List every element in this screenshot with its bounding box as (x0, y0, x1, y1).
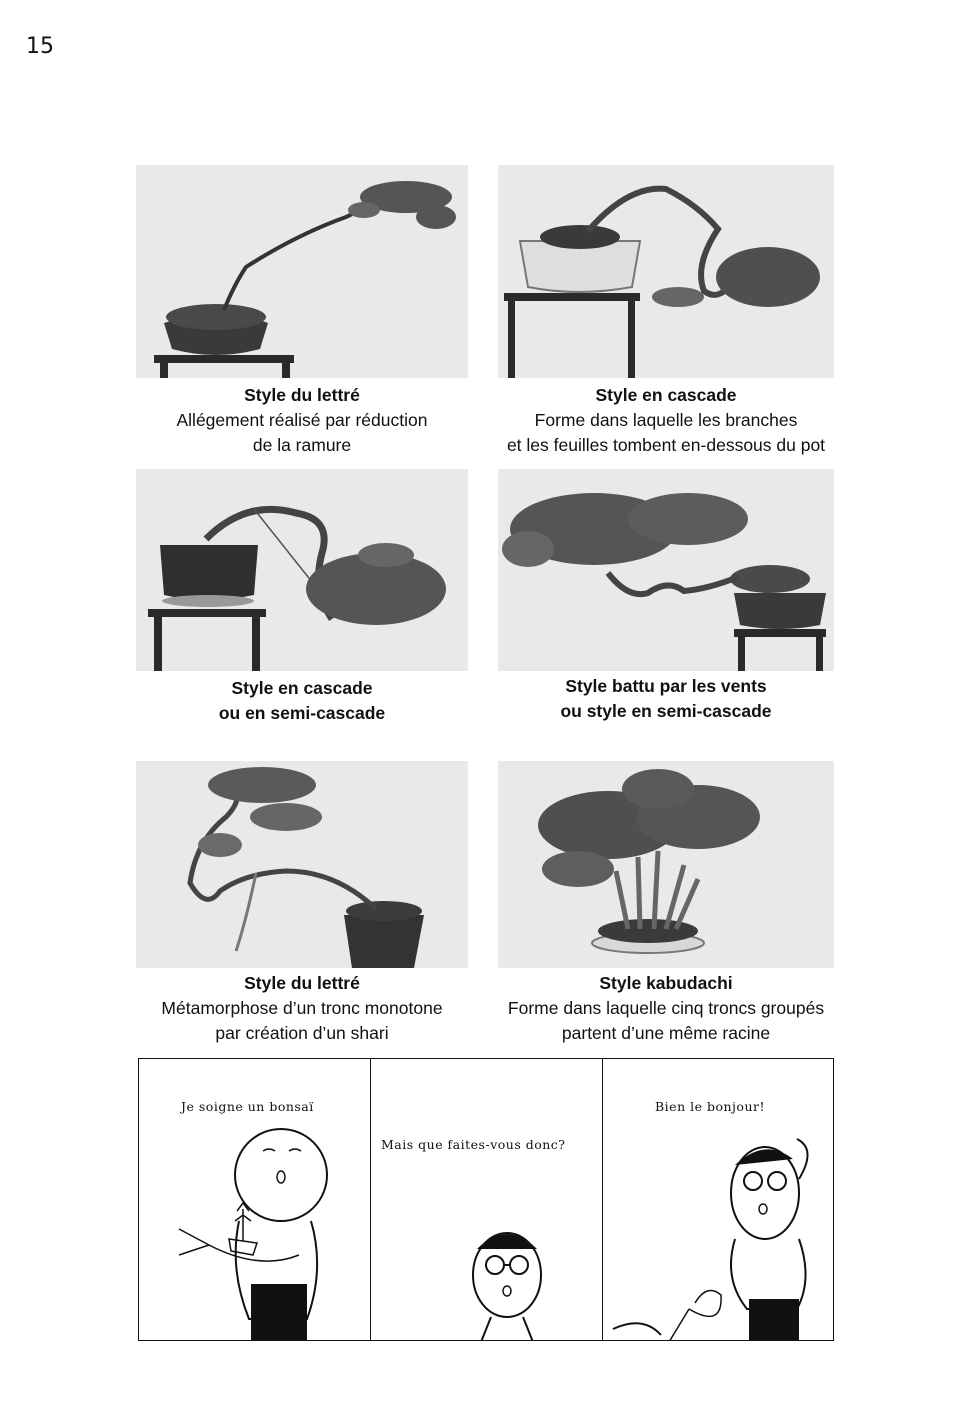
comic-panel-1 (139, 1059, 370, 1340)
comic-strip (138, 1058, 834, 1341)
bonsai-photo-semi-cascade (136, 469, 468, 671)
photo-caption: Style du lettré Métamorphose d’un tronc monotone par création d’un shari (161, 973, 443, 1043)
bonsai-photo-literati-1 (136, 165, 468, 378)
character-visitor-waving-illustration (603, 1059, 836, 1340)
comic-panel-3 (602, 1059, 836, 1340)
speech-text: Bien le bonjour! (655, 1099, 766, 1114)
photo-caption: Style en cascade ou en semi-cascade (218, 678, 386, 723)
character-visitor-illustration (371, 1059, 603, 1340)
speech-text: Mais que faites-vous donc? (381, 1137, 566, 1152)
bonsai-photo-literati-2 (136, 761, 468, 968)
photo-caption: Style du lettré Allégement réalisé par réduction de la ramure (176, 385, 428, 455)
comic-panel-2 (370, 1059, 603, 1340)
page-number: 15 (26, 34, 54, 59)
photo-caption: Style battu par les vents ou style en semi-cascade (560, 676, 772, 721)
photo-caption: Style kabudachi Forme dans laquelle cinq troncs groupés partent d’une même racine (507, 973, 825, 1043)
photo-caption: Style en cascade Forme dans laquelle les branches et les feuilles tombent en-dessous du pot (506, 385, 826, 455)
bonsai-photo-windswept (498, 469, 834, 671)
speech-text: Je soigne un bonsaï (181, 1099, 314, 1114)
bonsai-photo-kabudachi (498, 761, 834, 968)
character-gardener-illustration (139, 1059, 370, 1340)
bonsai-photo-cascade-1 (498, 165, 834, 378)
